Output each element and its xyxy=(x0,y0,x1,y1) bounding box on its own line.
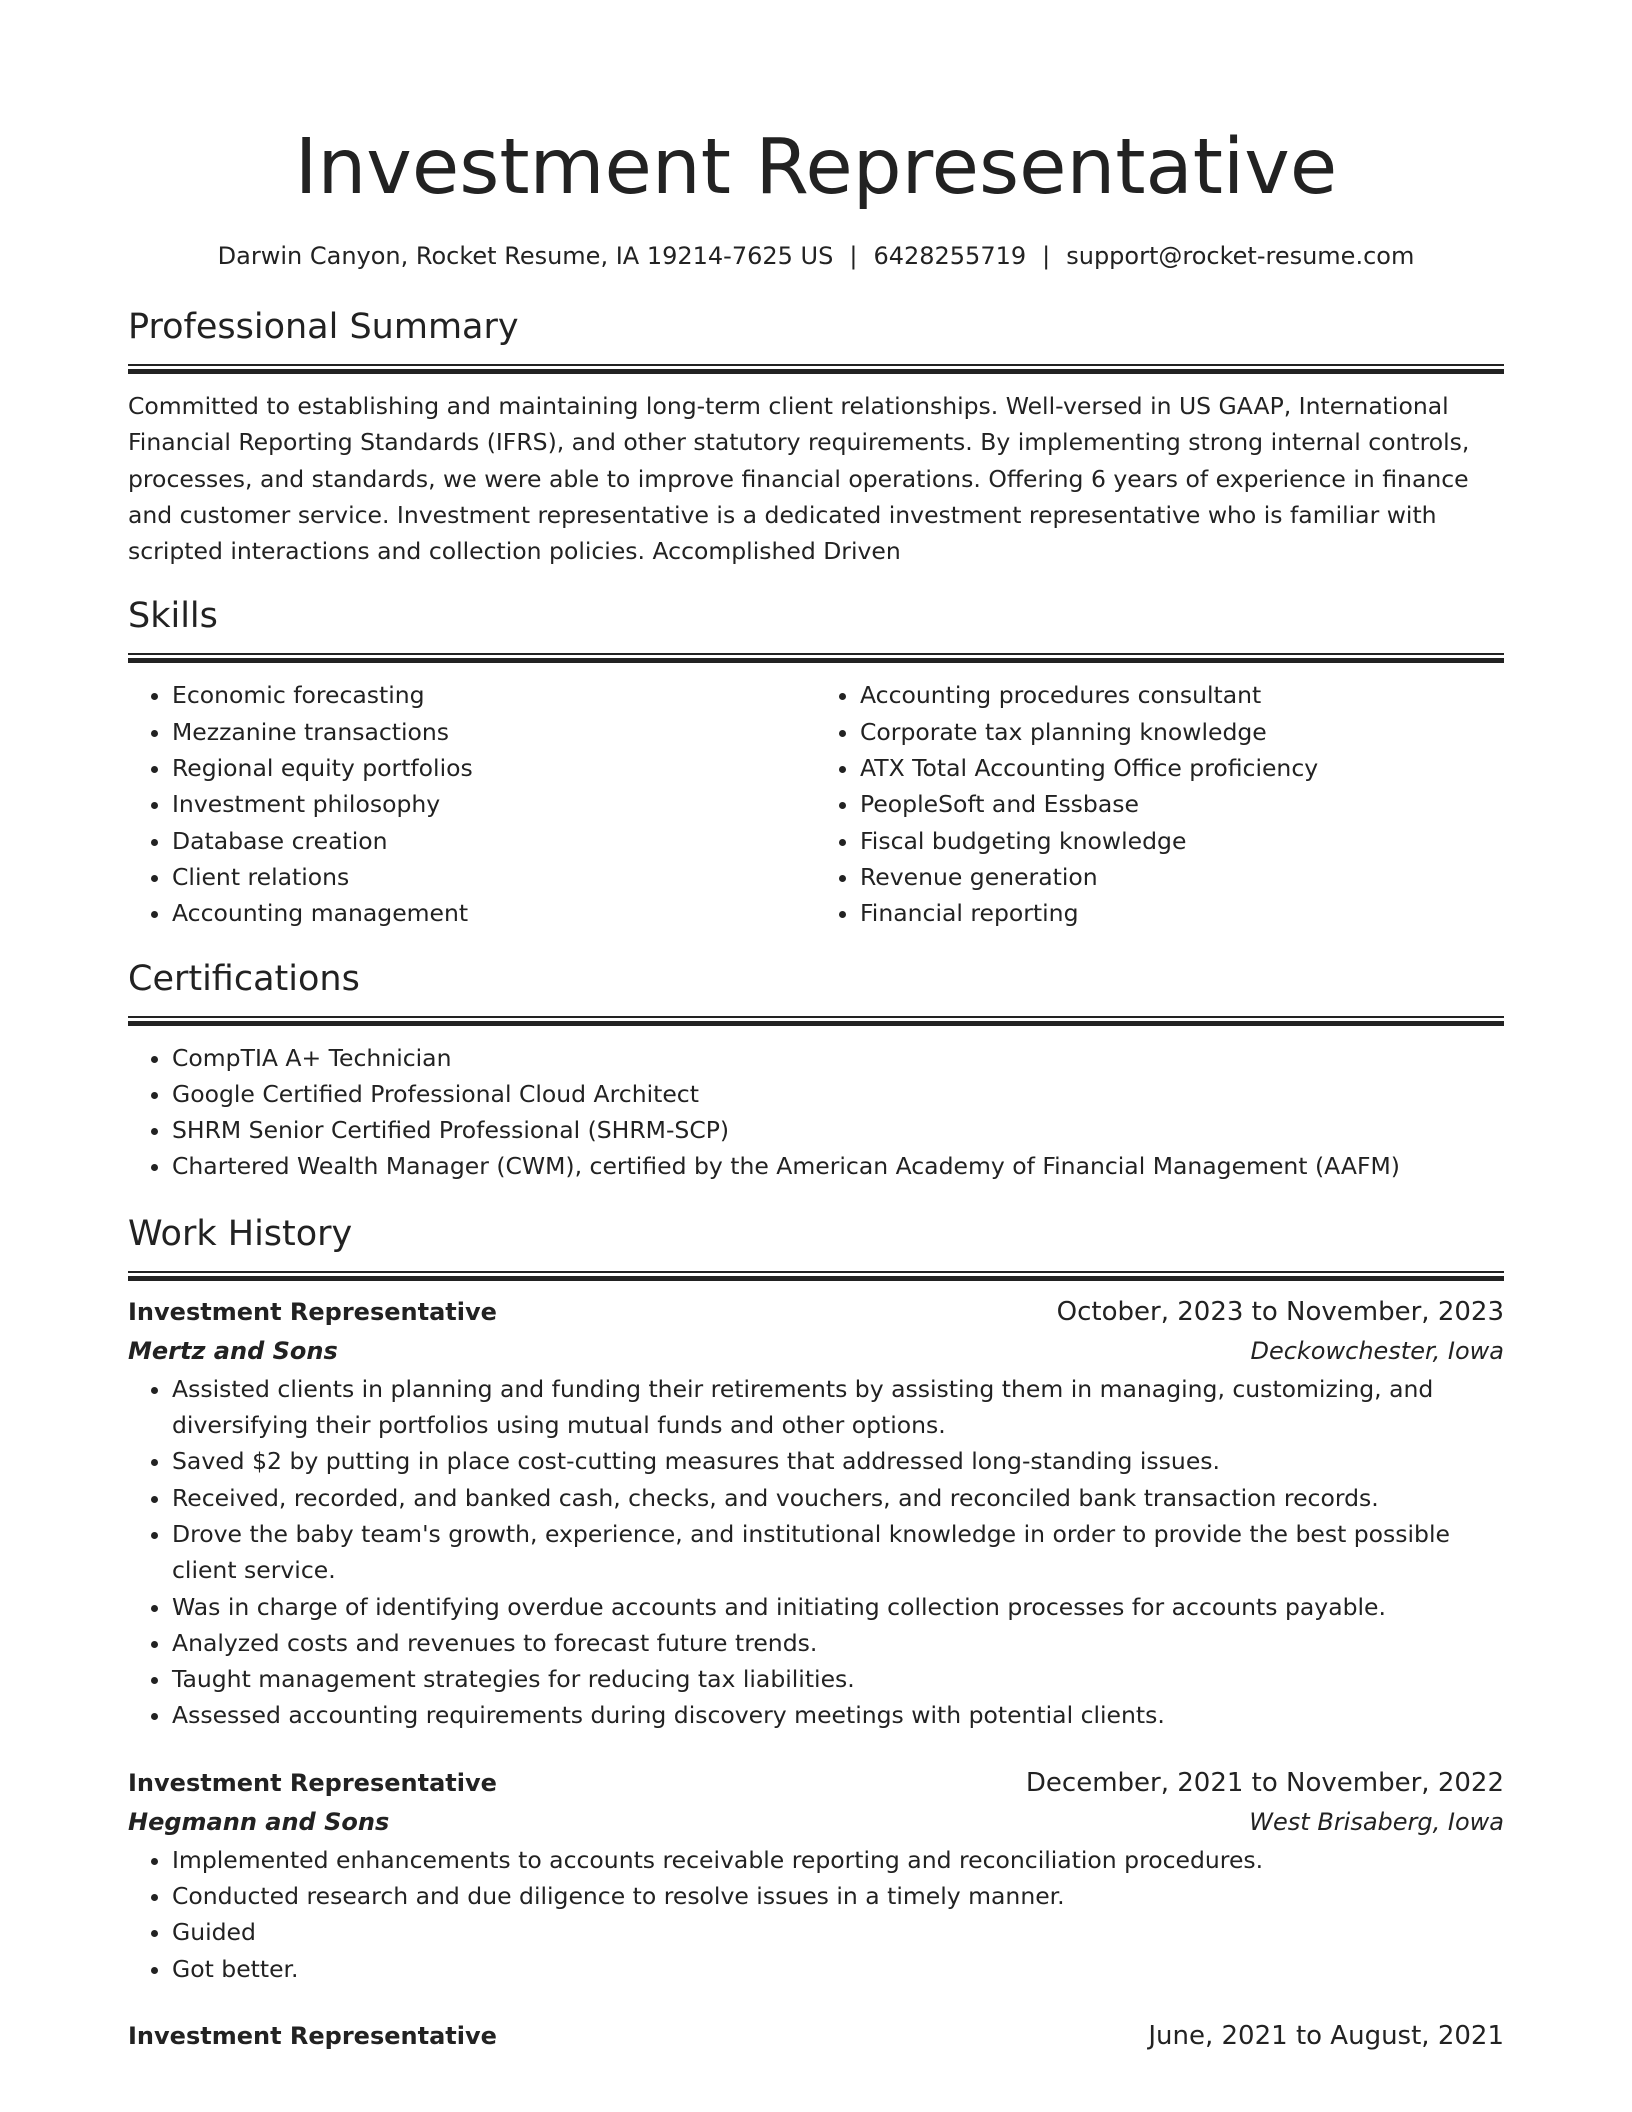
job-subheader xyxy=(128,1331,1504,1371)
job-title: Investment Representative xyxy=(128,1297,497,1326)
skill-item: • PeopleSoft and Essbase xyxy=(860,786,1504,822)
certification-item: • SHRM Senior Certified Professional (SHRM-SCP) xyxy=(172,1112,1504,1148)
summary-section xyxy=(128,304,1504,569)
job-dates: December, 2021 to November, 2022 xyxy=(1025,1767,1504,1798)
job-bullet: • Drove the baby team's growth, experience, and institutional knowledge in order to provide the best possible client service. xyxy=(172,1516,1504,1589)
contact-address: Darwin Canyon, Rocket Resume, IA 19214-7625 US xyxy=(217,242,834,270)
job-title: Investment Representative xyxy=(128,2021,497,2050)
job-bullet: • Saved $2 by putting in place cost-cutting measures that addressed long-standing issues. xyxy=(172,1443,1504,1479)
job-dates: June, 2021 to August, 2021 xyxy=(1148,2020,1504,2051)
job-header xyxy=(128,1293,1504,1331)
skill-item: • Revenue generation xyxy=(860,859,1504,895)
job-bullets xyxy=(128,1842,1504,1987)
job-entry xyxy=(128,1764,1504,1987)
job-bullet: • Conducted research and due diligence to resolve issues in a timely manner. xyxy=(172,1878,1504,1914)
job-entry xyxy=(128,2017,1504,2055)
contact-line xyxy=(128,238,1504,274)
job-header xyxy=(128,2017,1504,2055)
work-section xyxy=(128,1211,1504,2055)
job-bullet: • Taught management strategies for reducing tax liabilities. xyxy=(172,1661,1504,1697)
skill-item: • Investment philosophy xyxy=(172,786,816,822)
skills-list-right xyxy=(816,677,1504,931)
job-bullet: • Got better. xyxy=(172,1951,1504,1987)
skill-item: • Accounting procedures consultant xyxy=(860,677,1504,713)
job-location: Deckowchester, Iowa xyxy=(1250,1336,1504,1365)
certifications-heading: Certifications xyxy=(128,958,360,999)
work-heading: Work History xyxy=(128,1213,353,1254)
skill-item: • Financial reporting xyxy=(860,895,1504,931)
skill-item: • Regional equity portfolios xyxy=(172,750,816,786)
skills-column-left xyxy=(128,677,816,931)
certifications-section xyxy=(128,956,1504,1185)
job-bullets xyxy=(128,1371,1504,1734)
job-bullet: • Assessed accounting requirements during discovery meetings with potential clients. xyxy=(172,1697,1504,1733)
job-location: West Brisaberg, Iowa xyxy=(1249,1807,1504,1836)
job-header xyxy=(128,1764,1504,1802)
job-bullet: • Implemented enhancements to accounts receivable reporting and reconciliation procedures. xyxy=(172,1842,1504,1878)
job-company: Hegmann and Sons xyxy=(128,1807,390,1836)
skill-item: • Economic forecasting xyxy=(172,677,816,713)
job-bullet: • Analyzed costs and revenues to forecast future trends. xyxy=(172,1625,1504,1661)
skill-item: • ATX Total Accounting Office proficiency xyxy=(860,750,1504,786)
skills-section xyxy=(128,593,1504,931)
job-bullet: • Was in charge of identifying overdue accounts and initiating collection processes for accounts payable. xyxy=(172,1589,1504,1625)
skill-item: • Accounting management xyxy=(172,895,816,931)
contact-separator: | xyxy=(1042,242,1051,270)
contact-phone: 6428255719 xyxy=(873,242,1027,270)
skill-item: • Mezzanine transactions xyxy=(172,714,816,750)
skills-heading: Skills xyxy=(128,596,218,637)
section-divider xyxy=(128,653,1504,663)
skills-column-right xyxy=(816,677,1504,931)
job-bullet: • Guided xyxy=(172,1914,1504,1950)
job-subheader xyxy=(128,1802,1504,1842)
section-divider xyxy=(128,364,1504,374)
certifications-list xyxy=(128,1040,1504,1185)
skills-grid xyxy=(128,677,1504,931)
job-bullet: • Received, recorded, and banked cash, checks, and vouchers, and reconciled bank transaction records. xyxy=(172,1480,1504,1516)
skills-list-left xyxy=(128,677,816,931)
summary-heading: Professional Summary xyxy=(128,307,519,347)
contact-separator: | xyxy=(849,242,858,270)
job-title: Investment Representative xyxy=(128,1768,497,1797)
job-dates: October, 2023 to November, 2023 xyxy=(1056,1296,1504,1327)
job-company: Mertz and Sons xyxy=(128,1336,338,1365)
certification-item: • Chartered Wealth Manager (CWM), certified by the American Academy of Financial Management (AAFM) xyxy=(172,1148,1504,1184)
resume-name: Investment Representative xyxy=(294,123,1338,212)
certification-item: • Google Certified Professional Cloud Architect xyxy=(172,1076,1504,1112)
skill-item: • Corporate tax planning knowledge xyxy=(860,714,1504,750)
job-entry xyxy=(128,1293,1504,1734)
summary-text: Committed to establishing and maintaining long-term client relationships. Well-versed in US GAAP, International Financial Reporting Standards (IFRS), and other statutory requirements. By implementing strong internal controls, processes, and standards, we were able to improve financial operations. Offering 6 years of experience in finance and customer service. Investment representative is a dedicated investment representative who is familiar with scripted interactions and collection policies. Accomplished Driven xyxy=(128,392,1470,566)
section-divider xyxy=(128,1016,1504,1026)
skill-item: • Client relations xyxy=(172,859,816,895)
skill-item: • Database creation xyxy=(172,823,816,859)
skill-item: • Fiscal budgeting knowledge xyxy=(860,823,1504,859)
job-bullet: • Assisted clients in planning and funding their retirements by assisting them in managing, customizing, and diversifying their portfolios using mutual funds and other options. xyxy=(172,1371,1504,1444)
contact-email: support@rocket-resume.com xyxy=(1066,242,1415,270)
certification-item: • CompTIA A+ Technician xyxy=(172,1040,1504,1076)
section-divider xyxy=(128,1271,1504,1281)
